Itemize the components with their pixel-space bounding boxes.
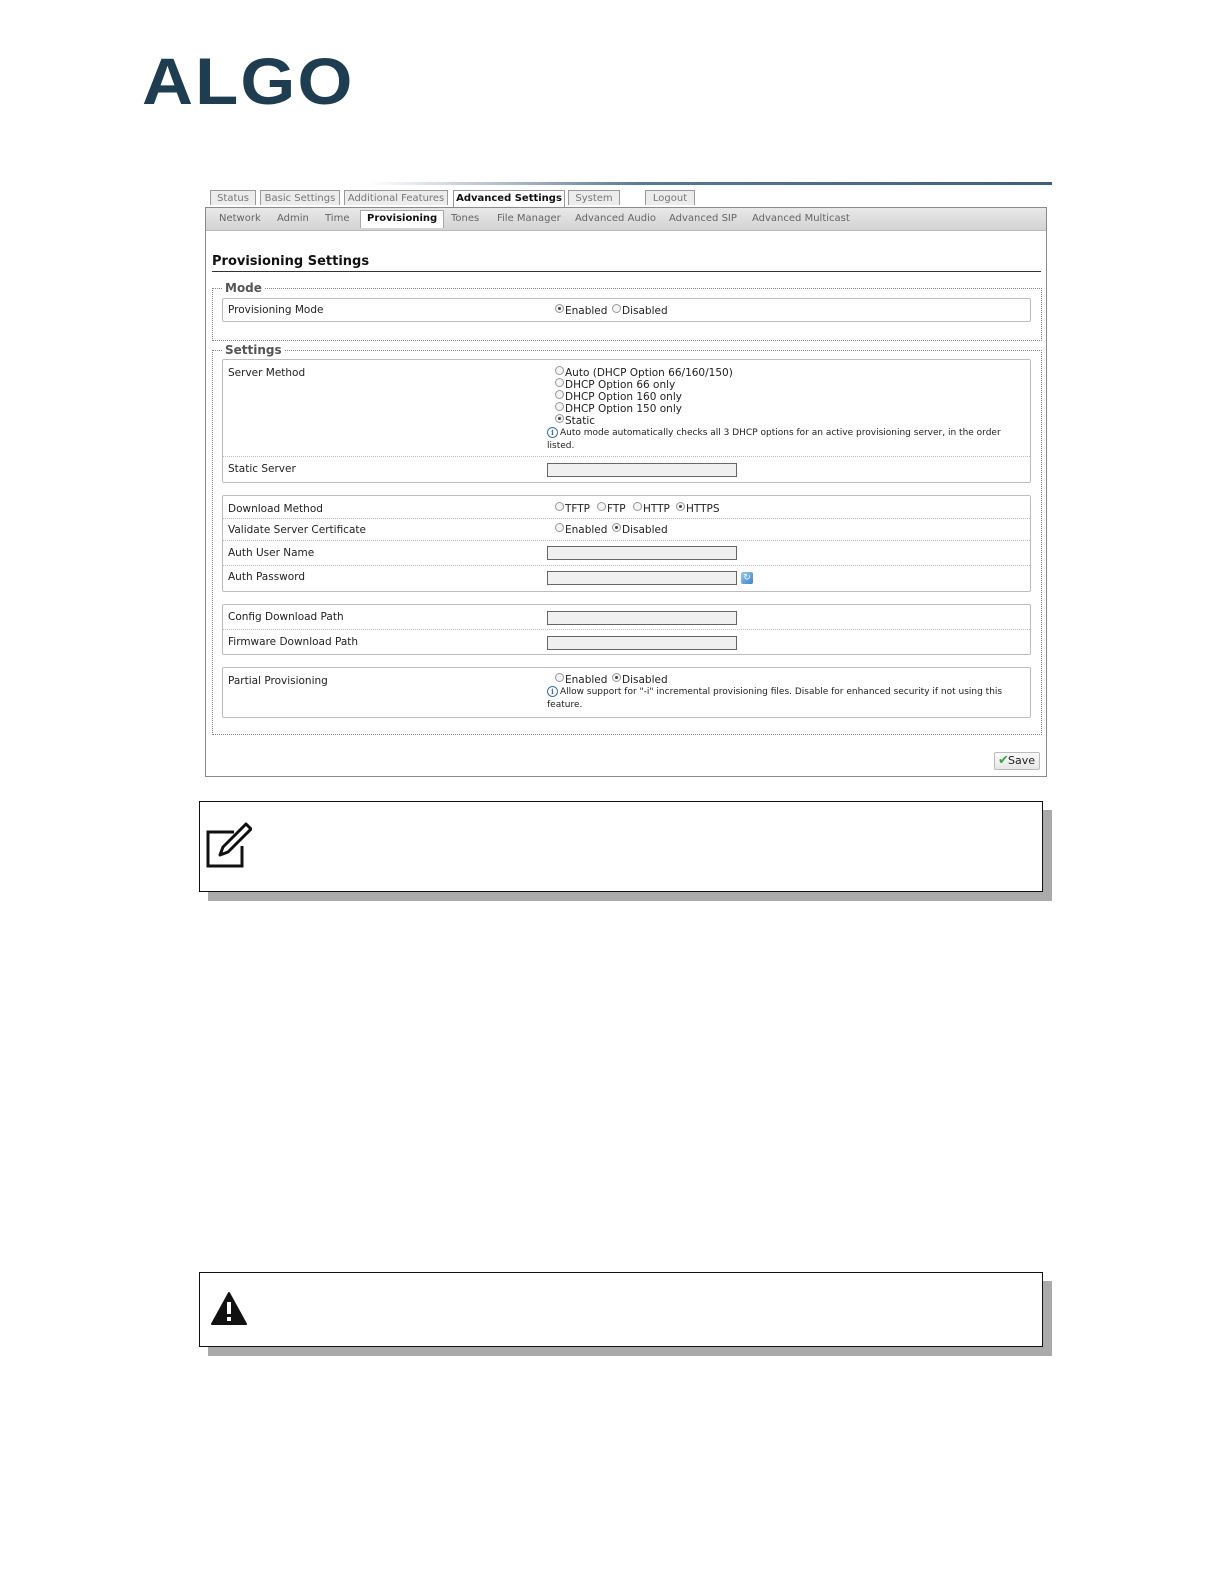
tab-system[interactable]: System (568, 190, 620, 205)
radio-icon[interactable] (676, 502, 685, 511)
save-button[interactable] (994, 752, 1040, 770)
server-group (222, 359, 1031, 483)
option-label: Disabled (622, 524, 668, 536)
subtab-tones[interactable]: Tones (451, 213, 480, 224)
static-server-label: Static Server (228, 463, 296, 475)
option-label: FTP (607, 503, 626, 515)
subtab-network[interactable]: Network (219, 213, 261, 224)
radio-icon[interactable] (612, 304, 621, 313)
row-separator (223, 540, 1030, 541)
partial-provisioning-label: Partial Provisioning (228, 675, 328, 687)
server-method-info (547, 427, 1017, 453)
provisioning-mode-label: Provisioning Mode (228, 304, 324, 316)
option-label: TFTP (565, 503, 591, 515)
download-method-ftp[interactable] (597, 502, 626, 515)
option-label: HTTP (643, 503, 670, 515)
partial-provisioning-info (547, 686, 1017, 712)
validate-cert-label: Validate Server Certificate (228, 524, 366, 536)
header-accent-line (370, 182, 1052, 185)
auth-user-input[interactable] (547, 546, 737, 560)
option-label: DHCP Option 160 only (565, 391, 682, 403)
tab-additional-features[interactable]: Additional Features (344, 190, 448, 205)
firmware-path-label: Firmware Download Path (228, 636, 359, 648)
radio-icon[interactable] (612, 673, 621, 682)
radio-icon[interactable] (633, 502, 642, 511)
subtab-advanced-sip[interactable]: Advanced SIP (669, 213, 737, 224)
option-label: Enabled (565, 305, 608, 317)
download-method-label: Download Method (228, 503, 323, 515)
provisioning-mode-enabled[interactable] (555, 304, 607, 317)
paths-group (222, 604, 1031, 655)
firmware-path-input[interactable] (547, 636, 737, 650)
server-method-static[interactable] (555, 414, 595, 427)
validate-cert-enabled[interactable] (555, 523, 607, 536)
mode-legend: Mode (225, 281, 262, 295)
radio-icon[interactable] (555, 402, 564, 411)
option-label: Auto (DHCP Option 66/160/150) (565, 367, 733, 379)
partial-provisioning-disabled[interactable] (612, 673, 668, 686)
radio-icon[interactable] (555, 673, 564, 682)
static-server-input[interactable] (547, 463, 737, 477)
page-title: Provisioning Settings (212, 254, 370, 269)
row-separator (223, 456, 1030, 457)
row-separator (223, 565, 1030, 566)
show-password-icon[interactable]: ↻ (741, 572, 753, 584)
tab-status[interactable]: Status (210, 190, 256, 205)
option-label: DHCP Option 150 only (565, 403, 682, 415)
radio-icon[interactable] (612, 523, 621, 532)
auth-password-input[interactable] (547, 571, 737, 585)
download-method-https[interactable] (676, 502, 720, 515)
radio-icon[interactable] (555, 366, 564, 375)
server-method-label: Server Method (228, 367, 306, 379)
option-label: HTTPS (686, 503, 720, 515)
option-label: Disabled (622, 305, 668, 317)
config-path-input[interactable] (547, 611, 737, 625)
option-label: Static (565, 415, 596, 427)
algo-logo: ALGO (142, 44, 355, 118)
option-label: Enabled (565, 524, 608, 536)
subtab-advanced-multicast[interactable]: Advanced Multicast (752, 213, 850, 224)
info-text-line2: listed. (547, 441, 575, 451)
option-label: Disabled (622, 674, 668, 686)
row-separator (223, 629, 1030, 630)
option-label: DHCP Option 66 only (565, 379, 676, 391)
download-method-http[interactable] (633, 502, 670, 515)
auth-user-label: Auth User Name (228, 547, 315, 559)
partial-provisioning-enabled[interactable] (555, 673, 607, 686)
radio-icon[interactable] (555, 414, 564, 423)
tab-basic-settings[interactable]: Basic Settings (260, 190, 340, 205)
settings-panel (205, 207, 1047, 777)
title-divider (212, 271, 1041, 272)
checkmark-icon: ✔ (998, 753, 1009, 768)
option-label: Enabled (565, 674, 608, 686)
subtab-file-manager[interactable]: File Manager (497, 213, 561, 224)
partial-group (222, 667, 1031, 718)
radio-icon[interactable] (555, 378, 564, 387)
radio-icon[interactable] (555, 523, 564, 532)
save-button-label: Save (1007, 754, 1035, 767)
tab-logout[interactable]: Logout (645, 190, 695, 205)
radio-icon[interactable] (555, 304, 564, 313)
radio-icon[interactable] (555, 502, 564, 511)
radio-icon[interactable] (597, 502, 606, 511)
info-text-line1: Allow support for "-i" incremental provisioning files. Disable for enhanced security if not using this (560, 687, 1003, 697)
info-text-line2: feature. (547, 700, 583, 710)
subtab-admin[interactable]: Admin (277, 213, 309, 224)
row-separator (223, 518, 1030, 519)
subtab-advanced-audio[interactable]: Advanced Audio (575, 213, 656, 224)
info-text-line1: Auto mode automatically checks all 3 DHCP options for an active provisioning server, in the order (560, 428, 1001, 438)
warning-callout (199, 1272, 1043, 1347)
download-group (222, 495, 1031, 592)
note-callout (199, 801, 1043, 892)
info-icon: i (547, 427, 558, 438)
download-method-tftp[interactable] (555, 502, 590, 515)
validate-cert-disabled[interactable] (612, 523, 668, 536)
info-icon: i (547, 686, 558, 697)
config-path-label: Config Download Path (228, 611, 344, 623)
subtab-provisioning[interactable]: Provisioning (360, 210, 444, 228)
settings-legend: Settings (225, 343, 282, 357)
tab-advanced-settings[interactable]: Advanced Settings (453, 190, 565, 208)
mode-group (222, 298, 1031, 322)
provisioning-mode-disabled[interactable] (612, 304, 668, 317)
warning-icon (210, 1291, 248, 1327)
sub-tab-bar (206, 208, 1046, 231)
radio-icon[interactable] (555, 390, 564, 399)
subtab-time[interactable]: Time (325, 213, 350, 224)
edit-note-icon (204, 822, 252, 870)
auth-password-label: Auth Password (228, 571, 305, 583)
